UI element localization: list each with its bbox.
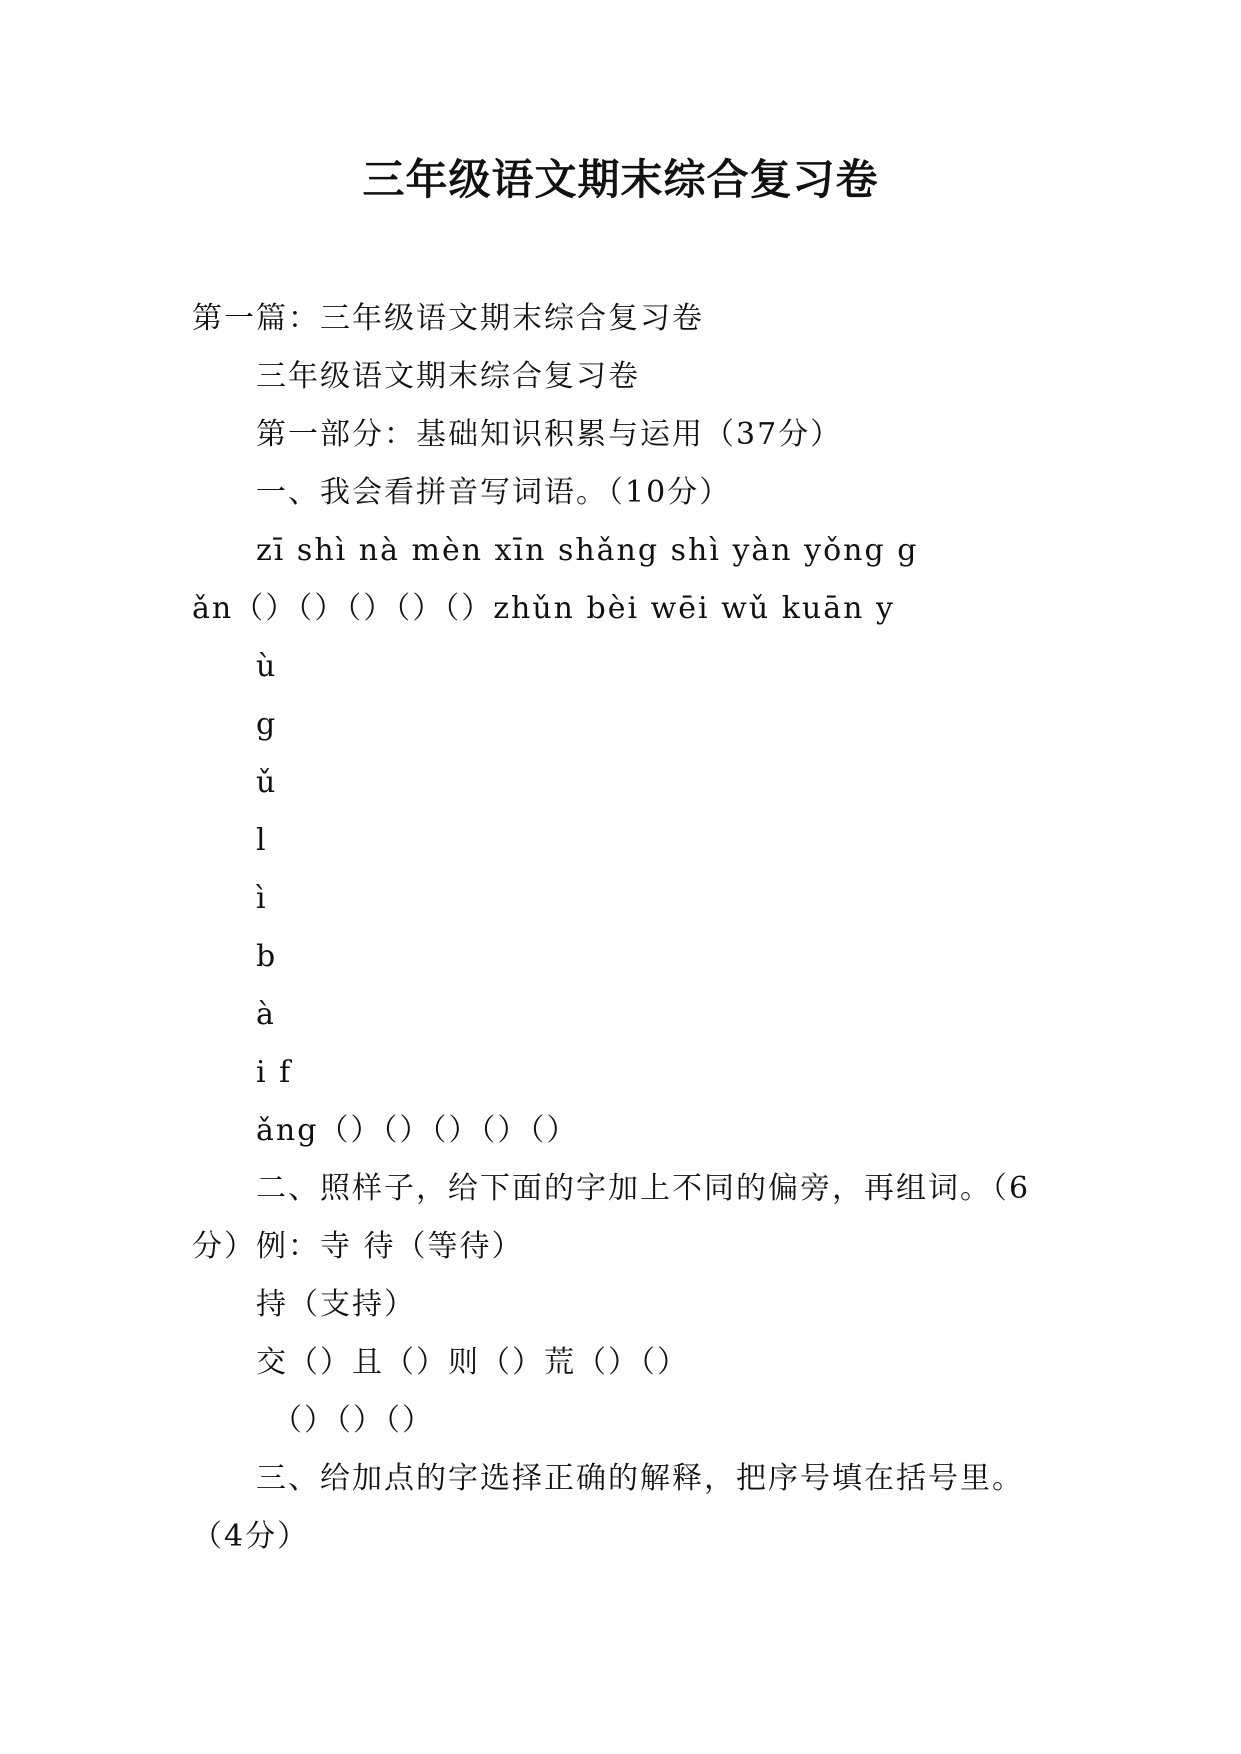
text-line: g <box>256 707 278 742</box>
text-line: ǎng（）（）（）（）（） <box>256 1113 579 1148</box>
text-line: 三年级语文期末综合复习卷 <box>256 359 640 394</box>
text-line: ǎn（）（）（）（）（）zhǔn bèi wēi wǔ kuān y <box>192 591 895 626</box>
text-line: 持（支持） <box>256 1287 416 1322</box>
text-line: ù <box>256 649 278 684</box>
document-body <box>192 290 1052 1566</box>
text-line: b <box>256 939 278 974</box>
text-line: ì <box>256 881 268 916</box>
text-line: i f <box>256 1055 293 1090</box>
text-line: 分）例：寺 待（等待） <box>192 1229 524 1264</box>
text-line: 交（）且（）则（）荒（）（） <box>256 1345 689 1380</box>
text-line: 三、给加点的字选择正确的解释，把序号填在括号里。 <box>256 1461 1024 1496</box>
document-title: 三年级语文期末综合复习卷 <box>362 155 879 204</box>
text-line: 二、照样子，给下面的字加上不同的偏旁，再组词。（6 <box>256 1171 1031 1206</box>
text-line: （4分） <box>192 1519 310 1554</box>
text-line: 第一部分：基础知识积累与运用（37分） <box>256 417 843 452</box>
text-line: zī shì nà mèn xīn shǎng shì yàn yǒng g <box>256 533 919 568</box>
text-line: 第一篇：三年级语文期末综合复习卷 <box>192 301 704 336</box>
text-line: 一、我会看拼音写词语。（10分） <box>256 475 732 510</box>
text-line: （）（）（） <box>272 1403 434 1438</box>
text-line: à <box>256 997 276 1032</box>
text-line: ǔ <box>256 765 278 800</box>
text-line: l <box>256 823 268 858</box>
